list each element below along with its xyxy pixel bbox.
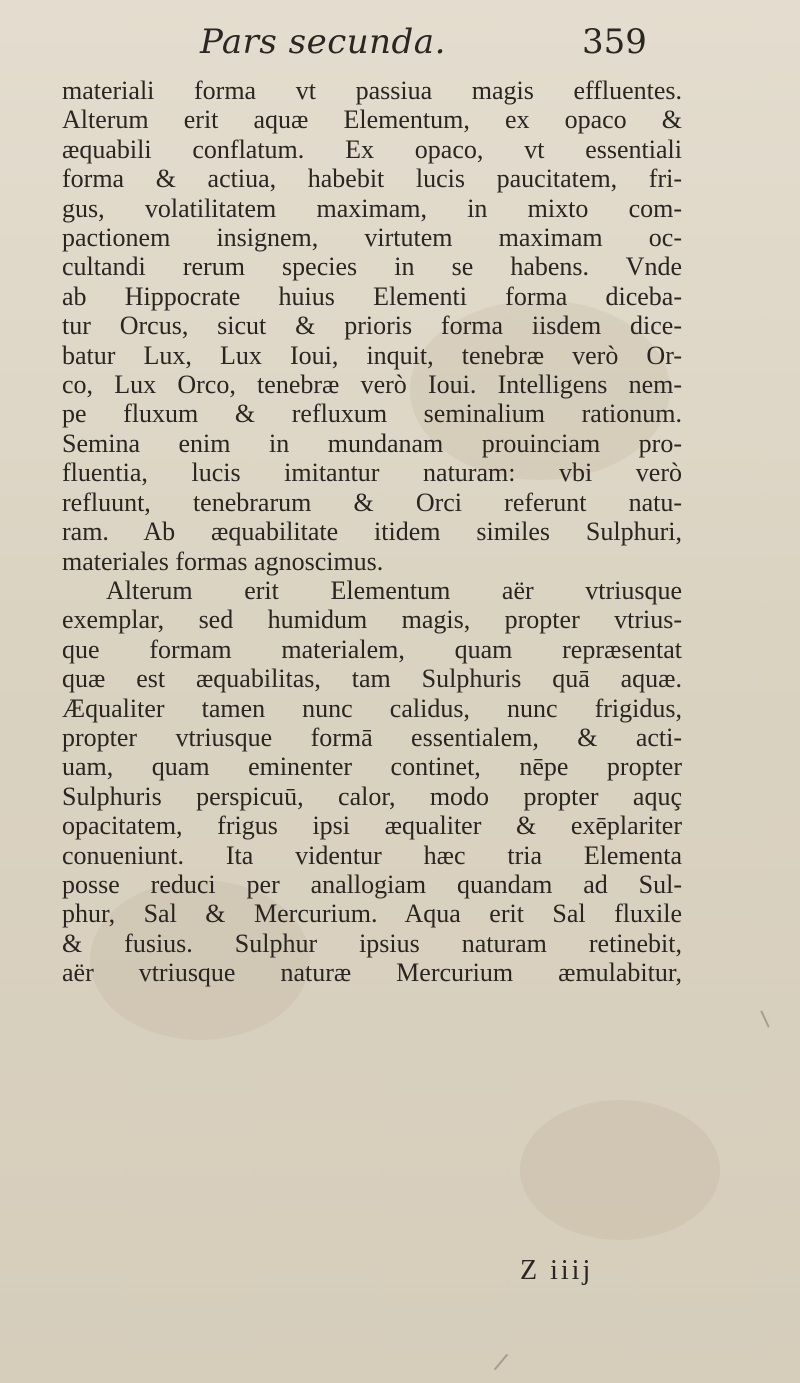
- text-line: Alterum erit Elementum aër vtriusque: [106, 575, 682, 605]
- paragraph: [62, 576, 682, 988]
- text-line: aër vtriusque naturæ Mercurium æmulabitur,: [62, 958, 682, 988]
- paper-stain: [520, 1100, 720, 1240]
- text-line: refluunt, tenebrarum & Orci referunt natu-: [62, 487, 682, 517]
- text-line: exemplar, sed humidum magis, propter vtrius-: [62, 605, 682, 635]
- text-line: materiales formas agnoscimus.: [62, 546, 384, 576]
- text-line: Sulphuris perspicuū, calor, modo propter aquç: [62, 781, 682, 811]
- paragraph: [62, 76, 682, 576]
- text-line: conueniunt. Ita videntur hæc tria Elementa: [62, 840, 682, 870]
- text-line: Semina enim in mundanam prouinciam pro-: [62, 428, 682, 458]
- text-line: uam, quam eminenter continet, nēpe propter: [62, 752, 682, 782]
- text-line: batur Lux, Lux Ioui, inquit, tenebræ verò Or-: [62, 340, 682, 370]
- text-line: Alterum erit aquæ Elementum, ex opaco &: [62, 105, 682, 135]
- text-line: & fusius. Sulphur ipsius naturam retinebit,: [62, 928, 682, 958]
- body-text: [62, 76, 682, 988]
- text-line: que formam materialem, quam repræsentat: [62, 634, 682, 664]
- text-line: forma & actiua, habebit lucis paucitatem, fri-: [62, 164, 682, 194]
- text-line: ram. Ab æquabilitate itidem similes Sulphuri,: [62, 517, 682, 547]
- text-line: pactionem insignem, virtutem maximam oc-: [62, 223, 682, 253]
- text-line: tur Orcus, sicut & prioris forma iisdem dice-: [62, 311, 682, 341]
- text-line: ab Hippocrate huius Elementi forma diceba-: [62, 281, 682, 311]
- margin-scratch: [494, 1354, 508, 1371]
- text-line: opacitatem, frigus ipsi æqualiter & exēplariter: [62, 811, 682, 841]
- text-line: gus, volatilitatem maximam, in mixto com-: [62, 193, 682, 223]
- text-line: Æqualiter tamen nunc calidus, nunc frigidus,: [62, 693, 682, 723]
- running-head: Pars secunda.: [200, 22, 446, 62]
- text-line: posse reduci per anallogiam quandam ad Sul-: [62, 869, 682, 899]
- text-line: materiali forma vt passiua magis effluentes.: [62, 76, 682, 105]
- text-line: fluentia, lucis imitantur naturam: vbi verò: [62, 458, 682, 488]
- margin-scratch: [760, 1010, 769, 1027]
- page-number: 359: [582, 22, 647, 62]
- text-line: æquabili conflatum. Ex opaco, vt essentiali: [62, 134, 682, 164]
- page-header: [0, 14, 800, 64]
- text-line: quæ est æquabilitas, tam Sulphuris quā aquæ.: [62, 664, 682, 694]
- text-line: co, Lux Orco, tenebræ verò Ioui. Intelligens nem-: [62, 370, 682, 400]
- signature-mark: Z iiij: [520, 1255, 594, 1286]
- text-line: cultandi rerum species in se habens. Vnde: [62, 252, 682, 282]
- text-line: pe fluxum & refluxum seminalium rationum.: [62, 399, 682, 429]
- text-line: propter vtriusque formā essentialem, & acti-: [62, 722, 682, 752]
- text-line: phur, Sal & Mercurium. Aqua erit Sal fluxile: [62, 899, 682, 929]
